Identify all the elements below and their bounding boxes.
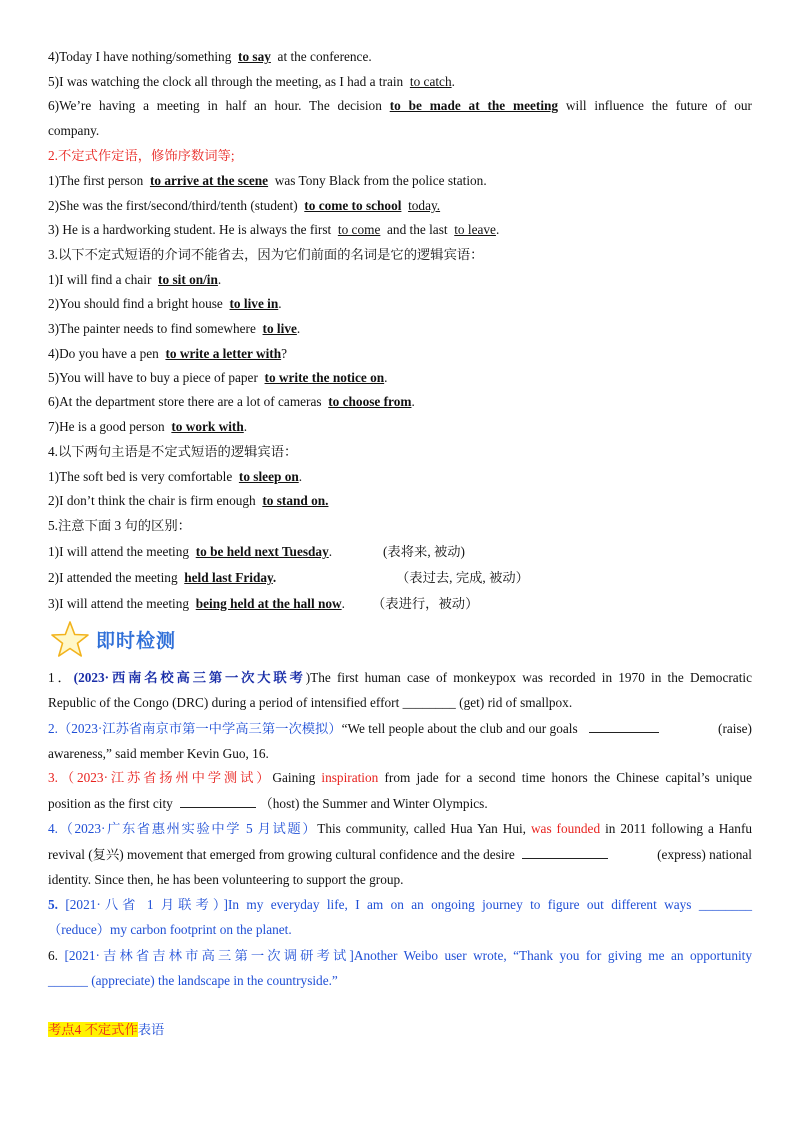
question-4-cont: revival (复兴) movement that emerged from growing cultural confidence and the desire (express) national	[48, 843, 752, 867]
answer: to come	[337, 222, 381, 237]
s3-item: 5)You will have to buy a piece of paper to write the notice on.	[48, 370, 388, 385]
answer: to stand on.	[262, 493, 329, 508]
answer: to choose from	[328, 394, 412, 409]
answer: to catch	[409, 74, 452, 89]
question-4-cont2: identity. Since then, he has been volunteering to support the group.	[48, 872, 404, 887]
question-5: 5. [2021·八省 1 月联考）]In my everyday life, I am on an ongoing journey to figure out different ways ________	[48, 897, 752, 912]
s2-sentence-3: 3) He is a hardworking student. He is always the first to come and the last to leave.	[48, 222, 500, 237]
answer-blank[interactable]	[589, 718, 659, 733]
answer: to say	[238, 49, 271, 64]
answer: to live	[262, 321, 297, 336]
sentence-5: 5)I was watching the clock all through the meeting, as I had a train to catch.	[48, 74, 455, 89]
section-3-heading: 3.以下不定式短语的介词不能省去，因为它们前面的名词是它的逻辑宾语：	[48, 247, 484, 262]
s4-item: 1)The soft bed is very comfortable to sleep on.	[48, 469, 303, 484]
s3-item: 4)Do you have a pen to write a letter with?	[48, 346, 288, 361]
question-3: 3.（2023·江苏省扬州中学测试）Gaining inspiration from jade for a second time honors the Chinese capital’s unique	[48, 770, 753, 785]
s3-item: 7)He is a good person to work with.	[48, 419, 248, 434]
s5-item: 1)I will attend the meeting to be held next Tuesday. (表将来, 被动)	[48, 540, 752, 564]
question-source: [2021·吉林省吉林市高三第一次调研考试]	[64, 948, 354, 963]
note: （表进行，被动）	[372, 596, 479, 611]
question-source: 4.（2023·广东省惠州实验中学 5 月试题）	[48, 821, 318, 836]
answer: to work with	[171, 419, 244, 434]
sentence-6: 6)We’re having a meeting in half an hour. The decision to be made at the meeting will influence the future of our	[48, 98, 752, 113]
question-source: (2023·西南名校高三第一次大联考	[73, 670, 306, 685]
question-6-cont: ______ (appreciate) the landscape in the countryside.”	[48, 973, 338, 988]
s3-item: 3)The painter needs to find somewhere to live.	[48, 321, 301, 336]
question-1-cont: Republic of the Congo (DRC) during a period of intensified effort ________ (get) rid of smallpox.	[48, 695, 573, 710]
answer-blank[interactable]	[522, 844, 608, 859]
s3-item: 2)You should find a bright house to live in.	[48, 296, 282, 311]
question-2: 2.（2023·江苏省南京市第一中学高三第一次模拟）“We tell people about the club and our goals (raise)	[48, 717, 752, 741]
star-icon	[50, 620, 90, 658]
answer: to come to school	[304, 198, 402, 213]
answer: to write the notice on	[264, 370, 385, 385]
next-topic-heading: 考点4 不定式作表语	[48, 1022, 165, 1037]
question-2-cont: awareness,” said member Kevin Guo, 16.	[48, 746, 269, 761]
question-source: 3.（2023·江苏省扬州中学测试）	[48, 770, 273, 785]
question-4: 4.（2023·广东省惠州实验中学 5 月试题）This community, called Hua Yan Hui, was founded in 2011 following a Hanfu	[48, 821, 753, 836]
s3-item: 6)At the department store there are a lot of cameras to choose from.	[48, 394, 415, 409]
s5-item: 2)I attended the meeting held last Friday. （表过去, 完成, 被动）	[48, 566, 752, 590]
answer: held last Friday	[184, 570, 273, 585]
answer-blank[interactable]: ______	[48, 973, 88, 988]
s2-sentence-1: 1)The first person to arrive at the scene was Tony Black from the police station.	[48, 173, 487, 188]
s2-sentence-2: 2)She was the first/second/third/tenth (student) to come to school today.	[48, 198, 441, 213]
s5-item: 3)I will attend the meeting being held at the hall now. （表进行，被动）	[48, 592, 752, 616]
answer: to sit on/in	[158, 272, 218, 287]
answer-blank[interactable]: ________	[698, 897, 752, 912]
answer-blank[interactable]	[180, 793, 256, 808]
note: (表将来, 被动)	[383, 544, 465, 559]
answer: to live in	[229, 296, 279, 311]
section-banner-title: 即时检测	[96, 630, 177, 652]
answer: to be held next Tuesday	[195, 544, 329, 559]
question-3-cont: position as the first city （host) the Summer and Winter Olympics.	[48, 792, 752, 816]
answer: being held at the hall now	[195, 596, 342, 611]
sentence-6-cont: company.	[48, 123, 100, 138]
answer: to arrive at the scene	[149, 173, 269, 188]
note: （表过去, 完成, 被动）	[396, 570, 529, 585]
question-1: 1．(2023·西南名校高三第一次大联考)The first human case of monkeypox was recorded in 1970 in the Democratic	[48, 670, 752, 685]
question-source: [2021·八省 1 月联考）]	[65, 897, 228, 912]
highlighted-label: 考点4 不定式作	[48, 1022, 138, 1037]
answer: to leave	[454, 222, 496, 237]
sentence-4: 4)Today I have nothing/something to say at the conference.	[48, 49, 372, 64]
answer: to be made at the meeting	[389, 98, 559, 113]
question-6: 6. [2021·吉林省吉林市高三第一次调研考试]Another Weibo user wrote, “Thank you for giving me an opportunity	[48, 948, 753, 963]
section-2-heading: 2.不定式作定语，修饰序数词等;	[48, 148, 235, 163]
section-5-heading: 5.注意下面 3 句的区别：	[48, 518, 191, 533]
answer: to write a letter with	[165, 346, 282, 361]
s3-item: 1)I will find a chair to sit on/in.	[48, 272, 222, 287]
question-5-cont: （reduce）my carbon footprint on the planet.	[48, 922, 292, 937]
section-4-heading: 4.以下两句主语是不定式短语的逻辑宾语：	[48, 444, 298, 459]
s4-item: 2)I don’t think the chair is firm enough to stand on.	[48, 493, 329, 508]
answer: to sleep on	[238, 469, 299, 484]
answer-blank[interactable]: ________	[402, 695, 456, 710]
question-source: 2.（2023·江苏省南京市第一中学高三第一次模拟）	[48, 721, 342, 736]
